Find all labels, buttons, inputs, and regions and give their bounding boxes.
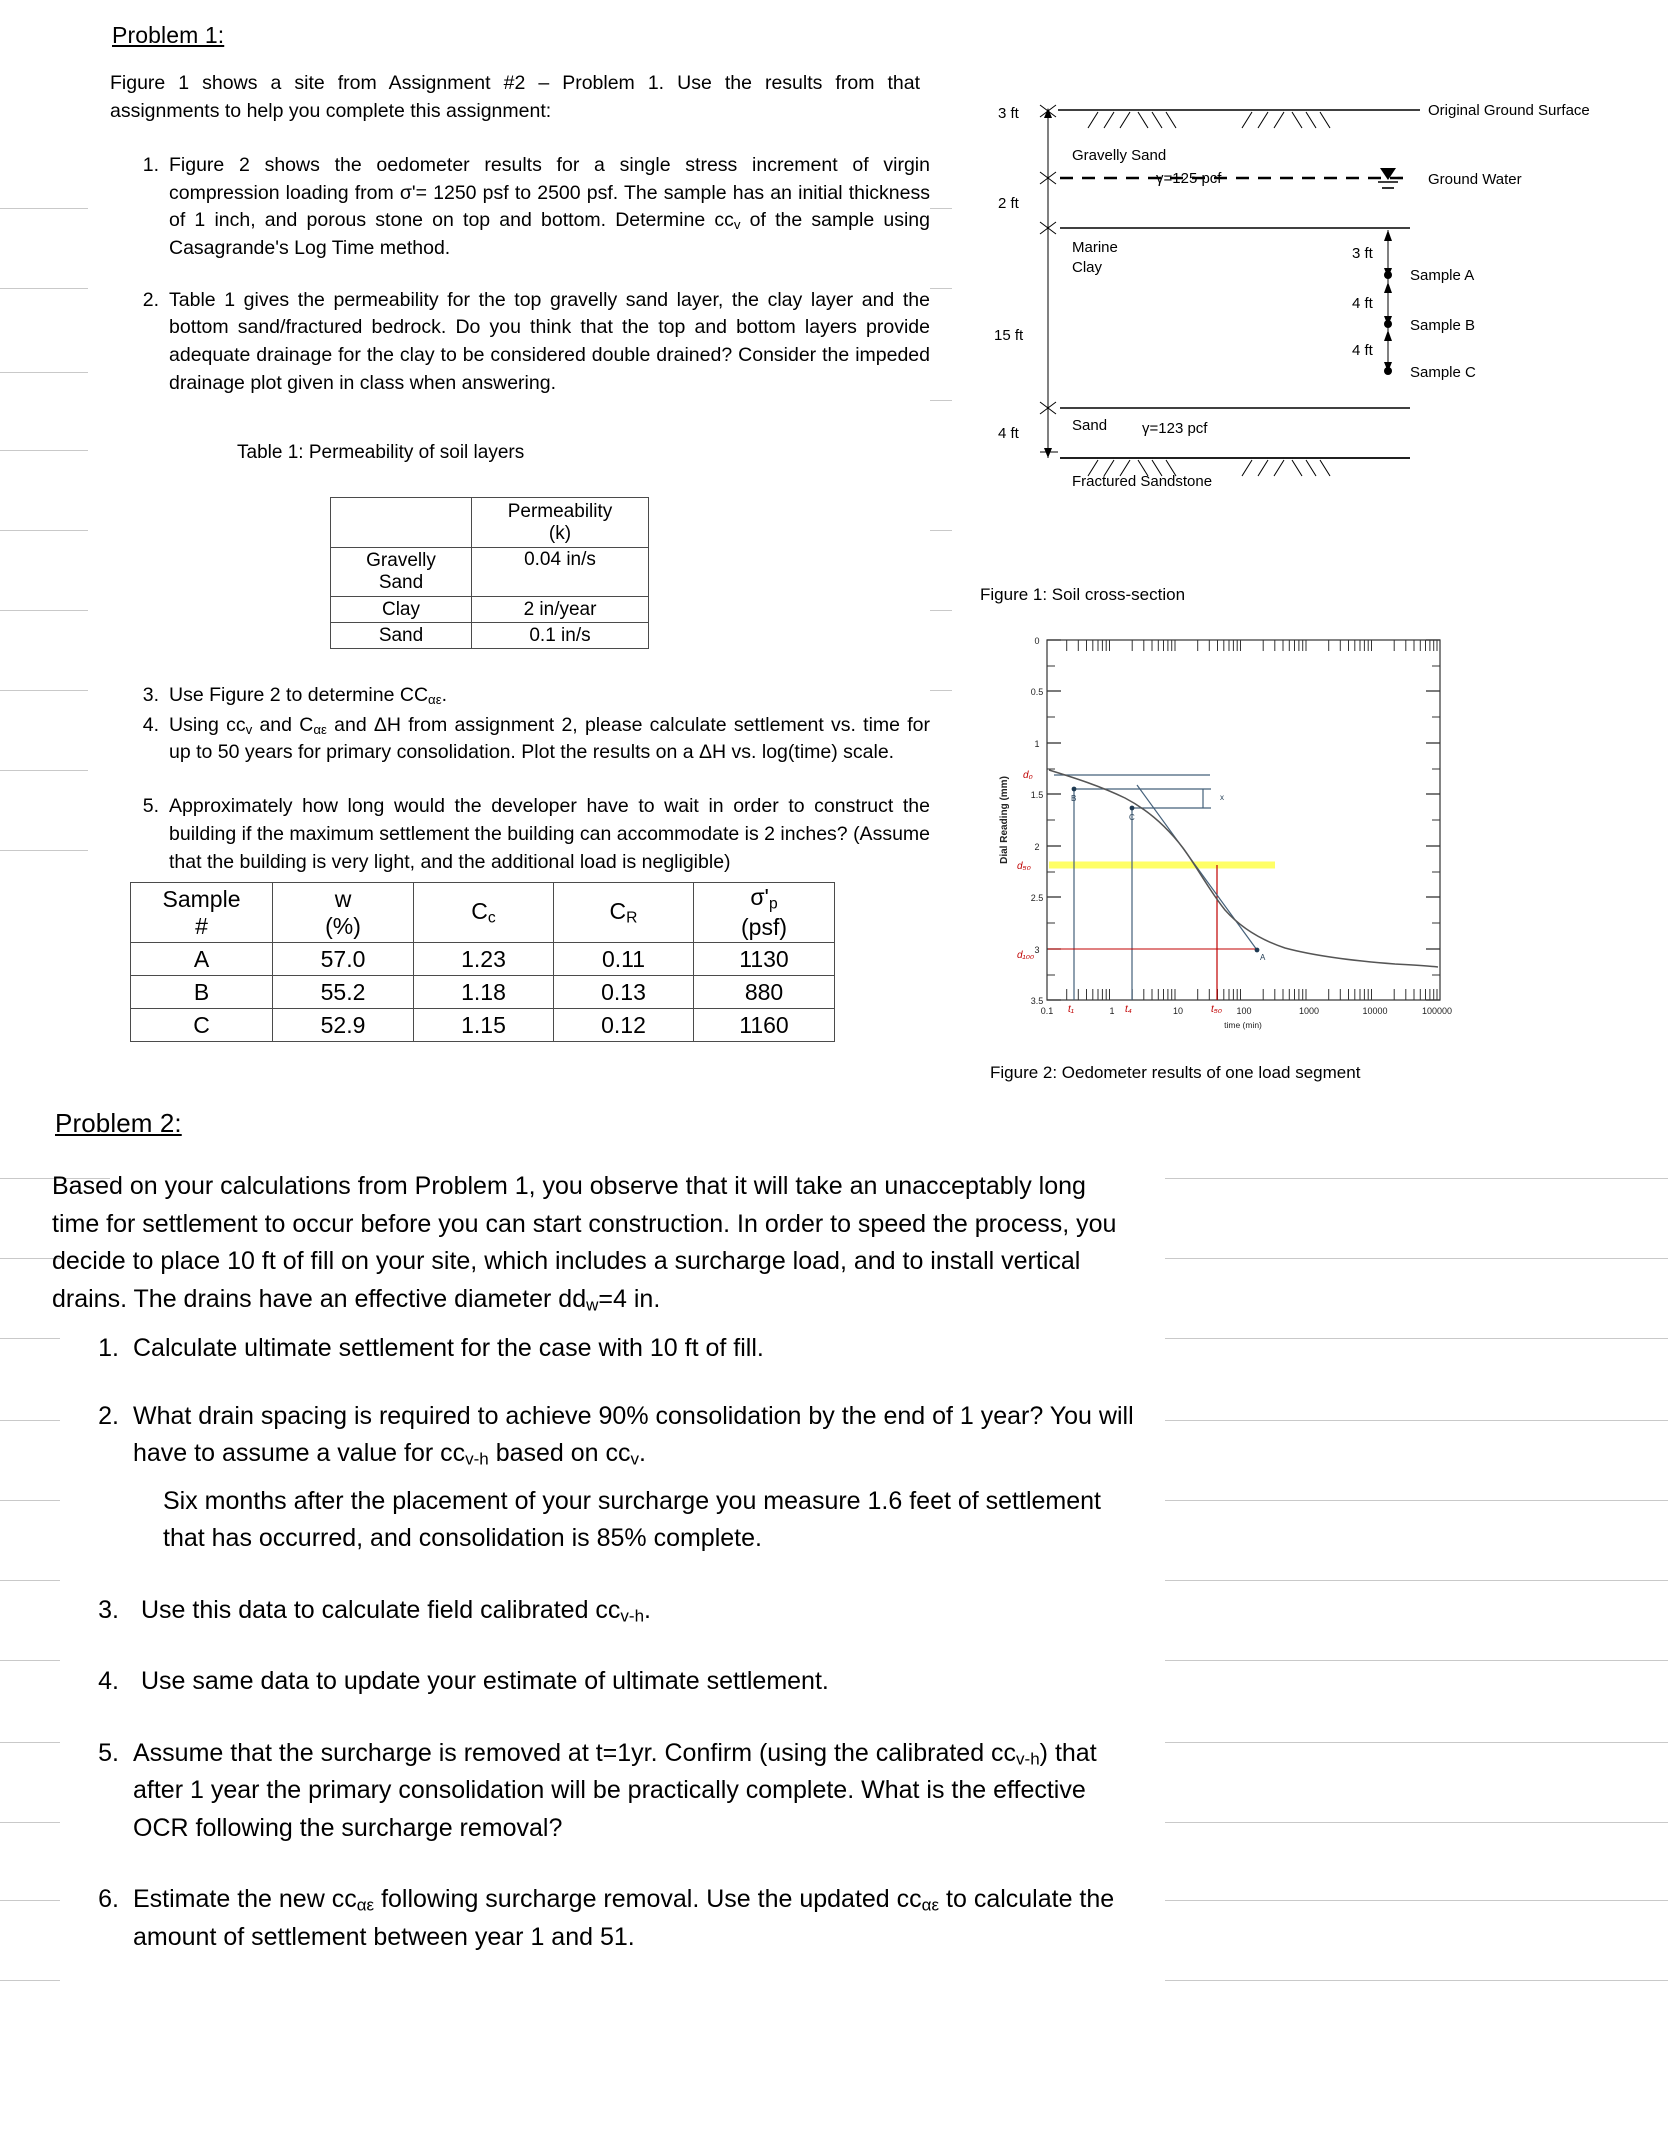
cr-header-cell <box>554 883 694 943</box>
cell-w: 52.9 <box>273 1009 414 1042</box>
annotation-d100: d₁₀₀ <box>1017 950 1035 961</box>
dim-sample-a-to-b: 4 ft <box>1352 295 1373 312</box>
annotation-t4: t₄ <box>1125 1004 1132 1015</box>
table-header-row <box>331 498 649 548</box>
annotation-d0: d₀ <box>1023 770 1033 781</box>
scan-rule <box>930 208 952 209</box>
dw-symbol: $d_w$ <box>572 1284 599 1315</box>
cell-cc: 1.18 <box>414 976 554 1009</box>
scan-rule <box>1165 1178 1668 1179</box>
cc-header-cell <box>414 883 554 943</box>
list-item <box>85 1330 1145 1368</box>
y-tick-1: 1 <box>1034 739 1040 749</box>
list-item-text <box>169 152 930 263</box>
problem-2-list <box>85 1330 1145 1986</box>
cell-sample: C <box>131 1009 273 1042</box>
label-fractured-sandstone: Fractured Sandstone <box>1072 473 1213 490</box>
label-ground-water: Ground Water <box>1428 171 1522 188</box>
empty-header-cell <box>331 498 472 548</box>
list-item <box>135 682 930 710</box>
scan-rule <box>1165 1660 1668 1661</box>
c-alpha-epsilon-symbol: $C_{\alpha\varepsilon}$ <box>413 684 442 707</box>
label-gravelly-sand: Gravelly Sand <box>1072 147 1167 164</box>
figure-2-caption: Figure 2: Oedometer results of one load segment <box>990 1063 1361 1082</box>
annotation-t50: t₅₀ <box>1211 1004 1223 1015</box>
table-1-caption: Table 1: Permeability of soil layers <box>237 442 525 463</box>
sigma-p-base: σ' <box>750 884 769 911</box>
scan-rule <box>0 770 88 771</box>
y-tick-1.5: 1.5 <box>1030 790 1044 800</box>
scan-rule <box>930 288 952 289</box>
cell-sigma-p: 1160 <box>694 1009 835 1042</box>
scan-rule <box>0 1900 60 1901</box>
y-tick-3: 3 <box>1034 945 1040 955</box>
cell-w: 57.0 <box>273 943 414 976</box>
list-item-text-tail2: to calculate the amount of settlement between year 1 and 51. <box>133 1885 1115 1951</box>
list-item-number: 3. <box>142 684 159 706</box>
problem-2-intro-tail: =4 in. <box>598 1284 661 1313</box>
chart-x-axis-label: time (min) <box>1224 1020 1262 1030</box>
cr-header-sub: R <box>626 909 638 927</box>
list-item <box>135 152 930 263</box>
list-item-text-tail: ) that after 1 year the primary consolidation will be practically complete. What is the effective OCR following the surcharge removal? <box>133 1738 1097 1842</box>
list-item-text-tail: . <box>644 1595 651 1624</box>
list-item-number: 2. <box>98 1401 119 1430</box>
dim-gravelly-sand-thickness: 3 ft <box>998 105 1019 122</box>
scan-rule <box>930 530 952 531</box>
cv-symbol: $c_v$ <box>235 713 253 737</box>
list-item-number: 1. <box>142 154 159 176</box>
cvh-symbol: $c_{v-h}$ <box>452 1439 489 1469</box>
list-item-number: 1. <box>98 1334 119 1362</box>
table-row <box>331 548 649 597</box>
cell-sigma-p: 880 <box>694 976 835 1009</box>
label-point-b: B <box>1071 794 1077 803</box>
point-a-marker <box>1255 948 1260 953</box>
table-row <box>131 976 835 1009</box>
list-item-text-body: Using c <box>169 713 236 736</box>
list-item <box>85 1592 1145 1630</box>
chart-plot-frame <box>1047 640 1440 1000</box>
label-offset-x: x <box>1220 793 1224 802</box>
list-item-text: Using $cc_v$ and $C_{\alpha\varepsilon}$ and ΔH from assignment 2, please calculate settlement vs. time for up to 50 years for primary consolidation. Plot the results on a ΔH vs. log(time) scale. <box>169 713 931 764</box>
scan-rule <box>1165 1900 1668 1901</box>
dim-sample-b-to-c: 4 ft <box>1352 342 1373 359</box>
problem-1-heading: Problem 1: <box>112 22 225 48</box>
problem-2-intro-body: Based on your calculations from Problem 1, you observe that it will take an unacceptably long time for settlement to occur before you can start construction. In order to speed the process, you decide to place 10 ft of fill on your site, which includes a surcharge load, and to install vertical drains. The drains have an effective diameter d <box>52 1172 1117 1313</box>
scan-rule <box>930 400 952 401</box>
c-alpha-epsilon-symbol-2: $c_{\alpha\varepsilon}$ <box>909 1885 940 1915</box>
list-item-text: Table 1 gives the permeability for the top gravelly sand layer, the clay layer and the bottom sand/fractured bedrock. Do you think that the top and bottom layers provide adequate drainage for the clay to be considered double drained? Consider the impeded drainage plot given in class when answering. <box>169 288 930 394</box>
chart-y-axis-label: Dial Reading (mm) <box>999 776 1010 864</box>
scan-rule <box>1165 1580 1668 1581</box>
w-header-cell <box>273 883 414 943</box>
problem-1-intro: Figure 1 shows a site from Assignment #2 – Problem 1. Use the results from that assignments to help you complete this assignment: <box>110 72 920 122</box>
scan-rule <box>0 450 88 451</box>
list-item-text <box>133 1735 1145 1848</box>
label-gravelly-sand-unit-weight: γ=125 pcf <box>1156 170 1222 187</box>
scan-rule <box>0 850 88 851</box>
sigma-p-sub: p <box>768 895 778 913</box>
permeability-value-cell: 0.04 in/s <box>472 548 649 597</box>
x-tick-10: 10 <box>1172 1006 1184 1016</box>
list-item-text: Approximately how long would the developer have to wait in order to construct the building if the maximum settlement the building can accommodate is 2 inches? (Assume that the building is very light, and the additional load is negligible) <box>169 795 930 873</box>
scan-rule <box>1165 1980 1668 1981</box>
x-tick-100: 100 <box>1236 1006 1252 1016</box>
figure-2-oedometer-chart <box>985 620 1465 1040</box>
list-item-text-tail: from assignment 2, please calculate settlement vs. time for up to 50 years for primary consolidation. Plot the results on a ΔH vs. log(time) scale. <box>169 713 931 764</box>
cvh-symbol: $c_{v-h}$ <box>1003 1738 1040 1769</box>
list-item <box>85 1881 1145 1956</box>
oedometer-chart-svg <box>985 620 1465 1040</box>
list-item-number: 6. <box>98 1885 119 1913</box>
cv-symbol: $c_v$ <box>618 1439 640 1469</box>
scan-rule <box>0 1822 60 1823</box>
sample-properties-table <box>130 882 835 1042</box>
y-tick-2.5: 2.5 <box>1030 893 1044 903</box>
x-tick-100000: 100000 <box>1421 1006 1453 1016</box>
c-alpha-epsilon-symbol: $C_{\alpha\varepsilon}$ <box>299 713 327 737</box>
y-tick-2: 2 <box>1034 842 1040 852</box>
dim-sand-thickness: 4 ft <box>998 425 1019 442</box>
list-item-text: Calculate ultimate settlement for the case with 10 ft of fill. <box>133 1334 764 1362</box>
list-item-text: Use same data to update your estimate of ultimate settlement. <box>141 1667 829 1695</box>
cell-cr: 0.12 <box>554 1009 694 1042</box>
list-item <box>135 287 930 398</box>
list-item-text-tail: of the sample using Casagrande's Log Time method. <box>169 209 930 260</box>
list-item-text <box>133 1398 1145 1473</box>
list-item <box>85 1398 1145 1473</box>
list-item-text-body: Use this data to calculate field calibrated c <box>141 1595 608 1624</box>
cc-header-sub: c <box>487 909 496 927</box>
list-item-number: 5. <box>142 795 159 818</box>
layer-name-line2: Sand <box>378 572 424 593</box>
chart-x-tick-labels <box>1041 1006 1452 1016</box>
scan-rule <box>0 1420 60 1421</box>
list-item-number: 5. <box>98 1738 119 1767</box>
permeability-table <box>330 497 649 649</box>
cell-w: 55.2 <box>273 976 414 1009</box>
sample-header-cell <box>131 883 273 943</box>
scan-rule <box>0 1500 60 1501</box>
permeability-header-line2: (k) <box>548 522 572 544</box>
table-row <box>131 1009 835 1042</box>
point-b-marker <box>1072 787 1077 792</box>
label-sample-c: Sample C <box>1410 364 1476 381</box>
cell-cr: 0.11 <box>554 943 694 976</box>
cell-cc: 1.15 <box>414 1009 554 1042</box>
w-header-line1: w <box>334 885 352 912</box>
dim-clay-top-to-sample-a: 3 ft <box>1352 245 1373 262</box>
sample-header-line1: Sample <box>162 885 241 912</box>
list-item <box>135 712 930 767</box>
cell-sample: A <box>131 943 273 976</box>
list-item <box>85 1735 1145 1848</box>
permeability-header-cell <box>472 498 649 548</box>
layer-name-cell: Sand <box>331 623 472 649</box>
list-item-text <box>133 1592 1145 1630</box>
table-row <box>131 943 835 976</box>
list-item-text-tail: following surcharge removal. Use the updated c <box>374 1885 910 1913</box>
list-item-text: Use Figure 2 to determine $CC_{\alpha\varepsilon}$. <box>169 684 448 707</box>
scan-rule <box>0 1980 60 1981</box>
list-item-number: 4. <box>142 713 159 736</box>
cc-header-base: C <box>471 897 488 924</box>
scan-rule <box>0 1338 60 1339</box>
scan-rule <box>0 530 88 531</box>
layer-name-cell <box>331 548 472 597</box>
table-row <box>331 597 649 623</box>
list-item-text-body: Assume that the surcharge is removed at t=1yr. Confirm (using the calibrated c <box>133 1738 1004 1767</box>
scan-rule <box>0 1660 60 1661</box>
y-tick-0.5: 0.5 <box>1030 687 1044 697</box>
sample-c-marker <box>1384 367 1392 375</box>
permeability-value-cell: 0.1 in/s <box>472 623 649 649</box>
sample-b-marker <box>1384 320 1392 328</box>
scan-rule <box>0 1742 60 1743</box>
sigma-p-header-cell <box>694 883 835 943</box>
scan-rule <box>0 1258 60 1259</box>
list-item-number-spacer <box>85 1483 133 1558</box>
cell-sigma-p: 1130 <box>694 943 835 976</box>
problem-1-list-a <box>135 152 930 412</box>
soil-cross-section-svg <box>980 90 1668 510</box>
list-item-text-body: Use Figure 2 to determine C <box>169 684 414 706</box>
permeability-header-line1: Permeability <box>507 500 613 522</box>
list-item-number: 3. <box>98 1595 119 1624</box>
list-item <box>85 1663 1145 1701</box>
sigma-p-header-line2: (psf) <box>741 913 787 940</box>
label-sample-a: Sample A <box>1410 267 1475 284</box>
label-sand: Sand <box>1072 417 1108 434</box>
scan-rule <box>0 610 88 611</box>
list-item <box>135 793 930 876</box>
scan-rule <box>1165 1338 1668 1339</box>
label-marine-clay-line2: Clay <box>1072 259 1103 276</box>
list-item-text-tail: based on c <box>488 1439 619 1467</box>
annotation-t1: t₁ <box>1068 1004 1074 1015</box>
sigma-p-header-line1 <box>700 884 828 913</box>
cell-sample: B <box>131 976 273 1009</box>
x-tick-1: 1 <box>1109 1006 1115 1016</box>
figure-1-caption: Figure 1: Soil cross-section <box>980 585 1186 604</box>
annotation-d50: d₅₀ <box>1017 861 1031 872</box>
dim-above-clay-thickness: 2 ft <box>998 195 1019 212</box>
label-point-c: C <box>1129 813 1135 822</box>
layer-name-line1: Gravelly <box>366 550 436 571</box>
list-item-continuation <box>85 1483 1145 1558</box>
label-point-a: A <box>1260 953 1266 962</box>
table-row <box>331 623 649 649</box>
w-header-line2: (%) <box>325 912 361 939</box>
layer-name-cell: Clay <box>331 597 472 623</box>
list-item-text-body: Figure 2 shows the oedometer results for a single stress increment of virgin compression loading from σ'= 1250 psf to 2500 psf. The sample has an initial thickness of 1 inch, and porous stone on top and bottom. Determine c <box>169 154 930 232</box>
label-marine-clay-line1: Marine <box>1072 239 1118 256</box>
scan-rule <box>930 610 952 611</box>
scan-rule <box>1165 1258 1668 1259</box>
dim-clay-thickness: 15 ft <box>994 327 1024 344</box>
list-item-text <box>133 1881 1145 1956</box>
problem-2-heading: Problem 2: <box>55 1108 182 1138</box>
scan-rule <box>0 372 88 373</box>
surcharge-measurement-paragraph: Six months after the placement of your surcharge you measure 1.6 feet of settlement that has occurred, and consolidation is 85% complete. <box>163 1486 1101 1552</box>
scan-rule <box>1165 1742 1668 1743</box>
list-item-number: 2. <box>142 288 159 311</box>
scan-rule <box>1165 1822 1668 1823</box>
y-tick-0: 0 <box>1034 636 1040 646</box>
y-tick-3.5: 3.5 <box>1030 996 1044 1006</box>
cell-cr: 0.13 <box>554 976 694 1009</box>
permeability-value-cell: 2 in/year <box>472 597 649 623</box>
list-item-text-body: Estimate the new c <box>133 1885 345 1913</box>
point-c-marker <box>1130 806 1135 811</box>
list-item-text-tail2: . <box>639 1439 646 1467</box>
cv-symbol: $c_v$ <box>724 209 741 233</box>
scan-rule <box>0 208 88 209</box>
table-header-row <box>131 883 835 943</box>
scan-rule <box>930 690 952 691</box>
label-original-ground-surface: Original Ground Surface <box>1428 102 1590 119</box>
scan-rule <box>0 1580 60 1581</box>
c-alpha-epsilon-symbol: $c_{\alpha\varepsilon}$ <box>344 1885 375 1915</box>
list-item-text-body: What drain spacing is required to achieve 90% consolidation by the end of 1 year? You will have to assume a value for c <box>133 1401 1134 1467</box>
sample-a-marker <box>1384 271 1392 279</box>
scan-rule <box>0 288 88 289</box>
scan-rule <box>1165 1500 1668 1501</box>
x-tick-0.1: 0.1 <box>1040 1006 1054 1016</box>
problem-1-list-b <box>135 682 930 890</box>
x-tick-10000: 10000 <box>1362 1006 1388 1016</box>
cvh-symbol: $c_{v-h}$ <box>607 1595 645 1626</box>
problem-2-intro <box>52 1168 1117 1318</box>
figure-1-soil-cross-section <box>980 90 1668 510</box>
scan-rule <box>1165 1420 1668 1421</box>
list-item-number: 4. <box>98 1667 119 1695</box>
cr-header-base: C <box>609 897 627 924</box>
cell-cc: 1.23 <box>414 943 554 976</box>
x-tick-1000: 1000 <box>1298 1006 1320 1016</box>
label-sample-b: Sample B <box>1410 317 1476 334</box>
label-sand-unit-weight: γ=123 pcf <box>1142 420 1208 437</box>
scan-rule <box>0 690 88 691</box>
sample-header-line2: # <box>195 912 208 939</box>
